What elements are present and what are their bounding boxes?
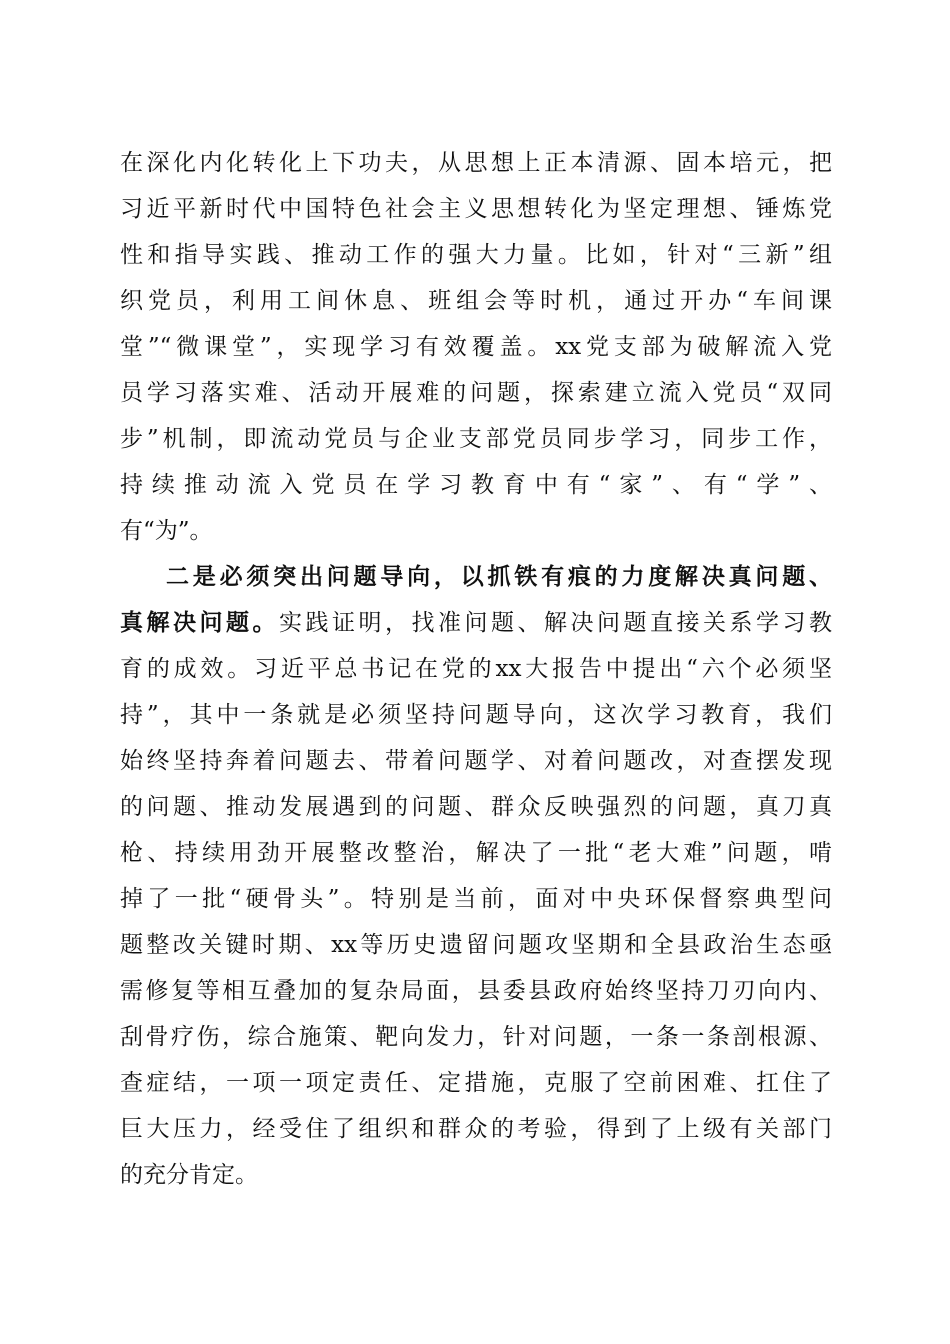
- paragraph-1-line: 有“为”。: [120, 518, 213, 544]
- paragraph-2-line: 枪、持续用劲开展整改整治，解决了一批“老大难”问题，啃: [120, 840, 832, 866]
- paragraph-1-line: 习近平新时代中国特色社会主义思想转化为坚定理想、锤炼党: [120, 196, 832, 222]
- document-body: [120, 140, 832, 1198]
- paragraph-2-heading: 二是必须突出问题导向，以抓铁有痕的力度解决真问题、: [166, 563, 832, 590]
- paragraph-1-line: 步”机制，即流动党员与企业支部党员同步学习，同步工作，: [120, 426, 832, 452]
- paragraph-2-line: 需修复等相互叠加的复杂局面，县委县政府始终坚持刀刃向内、: [120, 978, 832, 1004]
- paragraph-1-line: 在深化内化转化上下功夫，从思想上正本清源、固本培元，把: [120, 150, 832, 176]
- paragraph-1-line: 织党员，利用工间休息、班组会等时机，通过开办“车间课: [120, 288, 832, 314]
- paragraph-2-line: 巨大压力，经受住了组织和群众的考验，得到了上级有关部门: [120, 1116, 832, 1142]
- paragraph-2-line: 的问题、推动发展遇到的问题、群众反映强烈的问题，真刀真: [120, 794, 832, 820]
- paragraph-2-line: 查症结，一项一项定责任、定措施，克服了空前困难、扛住了: [120, 1070, 832, 1096]
- paragraph-1-line: 堂”“微课堂”，实现学习有效覆盖。xx党支部为破解流入党: [120, 334, 832, 360]
- paragraph-2-line: 掉了一批“硬骨头”。特别是当前，面对中央环保督察典型问: [120, 886, 832, 912]
- paragraph-2-line: 刮骨疗伤，综合施策、靶向发力，针对问题，一条一条剖根源、: [120, 1024, 832, 1050]
- paragraph-2-heading-end: 真解决问题。: [120, 609, 279, 636]
- paragraph-1-line: 持续推动流入党员在学习教育中有“家”、有“学”、: [120, 472, 832, 498]
- paragraph-2-line: 始终坚持奔着问题去、带着问题学、对着问题改，对查摆发现: [120, 748, 832, 774]
- paragraph-1-line: 员学习落实难、活动开展难的问题，探索建立流入党员“双同: [120, 380, 832, 406]
- paragraph-2-line: 的充分肯定。: [120, 1162, 258, 1188]
- paragraph-2-line: 题整改关键时期、xx等历史遗留问题攻坚期和全县政治生态亟: [120, 932, 832, 958]
- paragraph-2-line: [120, 600, 832, 646]
- paragraph-2-line-rest: 实践证明，找准问题、解决问题直接关系学习教: [279, 610, 832, 636]
- paragraph-2-line: 持”，其中一条就是必须坚持问题导向，这次学习教育，我们: [120, 702, 832, 728]
- paragraph-2-line: 育的成效。习近平总书记在党的xx大报告中提出“六个必须坚: [120, 656, 832, 682]
- paragraph-1-line: 性和指导实践、推动工作的强大力量。比如，针对“三新”组: [120, 242, 832, 268]
